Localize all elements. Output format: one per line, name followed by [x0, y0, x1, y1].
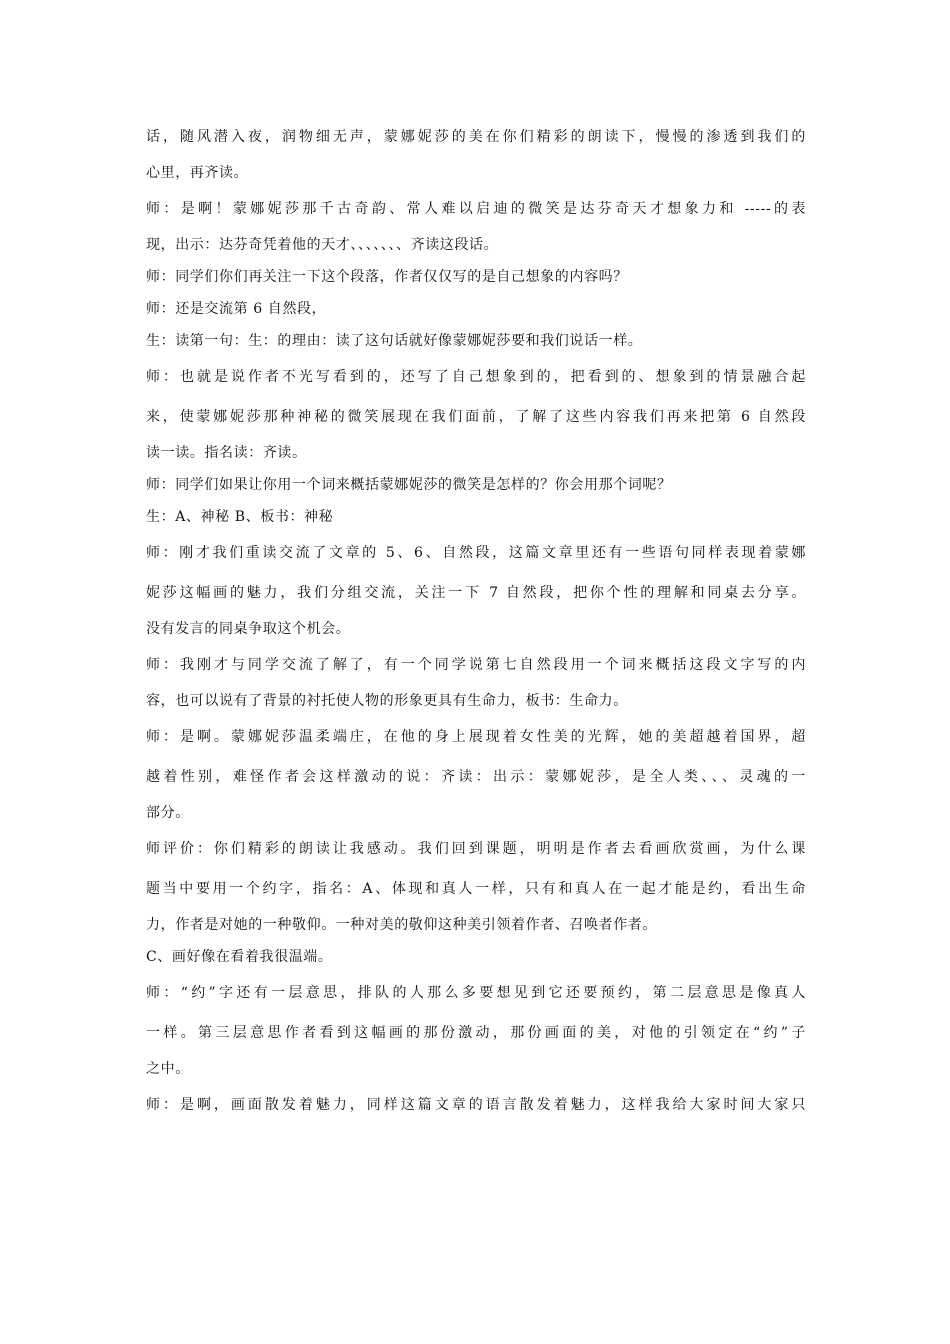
text-line: 师：是啊，画面散发着魅力，同样这篇文章的语言散发着魅力，这样我给大家时间大家只 — [146, 1097, 806, 1113]
text-line: 生：读第一句：生：的理由：读了这句话就好像蒙娜妮莎要和我们说话一样。 — [146, 333, 643, 349]
text-line: 题当中要用一个约字，指名：A、体现和真人一样，只有和真人在一起才能是约，看出生命 — [146, 881, 806, 897]
text-line: 妮莎这幅画的魅力，我们分组交流，关注一下 7 自然段，把你个性的理解和同桌去分享。 — [146, 585, 806, 601]
text-line: 生：A、神秘 B、板书：神秘 — [146, 509, 334, 525]
text-line: 师：刚才我们重读交流了文章的 5、6、自然段，这篇文章里还有一些语句同样表现着蒙娜 — [146, 545, 806, 561]
text-line: 一样。第三层意思作者看到这幅画的那份激动，那份画面的美，对他的引领定在“约”子 — [146, 1025, 806, 1041]
text-line: 师：还是交流第 6 自然段， — [146, 301, 327, 317]
text-line: 现，出示：达芬奇凭着他的天才、、、、、、、齐读这段话。 — [146, 237, 499, 253]
text-line: 师：也就是说作者不光写看到的，还写了自己想象到的，把看到的、想象到的情景融合起 — [146, 369, 806, 385]
text-line: 来，使蒙娜妮莎那种神秘的微笑展现在我们面前，了解了这些内容我们再来把第 6 自然段 — [146, 409, 806, 425]
text-line: 越着性别，难怪作者会这样激动的说：齐读：出示：蒙娜妮莎，是全人类、、、灵魂的一 — [146, 769, 806, 785]
text-line: 读一读。指名读：齐读。 — [146, 445, 307, 461]
text-line: 话，随风潜入夜，润物细无声，蒙娜妮莎的美在你们精彩的朗读下，慢慢的渗透到我们的 — [146, 129, 806, 145]
text-line: 师：同学们如果让你用一个词来概括蒙娜妮莎的微笑是怎样的？你会用那个词呢？ — [146, 477, 672, 493]
text-line: 师：同学们你们再关注一下这个段落，作者仅仅写的是自己想象的内容吗？ — [146, 269, 628, 285]
text-line: 心里，再齐读。 — [146, 165, 249, 181]
text-line: 师：“约”字还有一层意思，排队的人那么多要想见到它还要预约，第二层意思是像真人 — [146, 985, 806, 1001]
text-line: 没有发言的同桌争取这个机会。 — [146, 621, 351, 637]
text-line: 部分。 — [146, 805, 190, 821]
text-line: 容，也可以说有了背景的衬托使人物的形象更具有生命力，板书：生命力。 — [146, 693, 628, 709]
text-line: 力，作者是对她的一种敬仰。一种对美的敬仰这种美引领着作者、召唤者作者。 — [146, 917, 657, 933]
text-line: 之中。 — [146, 1061, 190, 1077]
text-line: 师：是啊。蒙娜妮莎温柔端庄，在他的身上展现着女性美的光辉，她的美超越着国界，超 — [146, 729, 806, 745]
text-line: 师：我刚才与同学交流了解了，有一个同学说第七自然段用一个词来概括这段文字写的内 — [146, 657, 806, 673]
text-line: 师评价：你们精彩的朗读让我感动。我们回到课题，明明是作者去看画欣赏画，为什么课 — [146, 841, 806, 857]
document-body — [146, 117, 806, 1125]
text-line: C、画好像在看着我很温端。 — [146, 949, 333, 965]
text-line: 师：是啊！蒙娜妮莎那千古奇韵、常人难以启迪的微笑是达芬奇天才想象力和 -----的表 — [146, 201, 806, 217]
